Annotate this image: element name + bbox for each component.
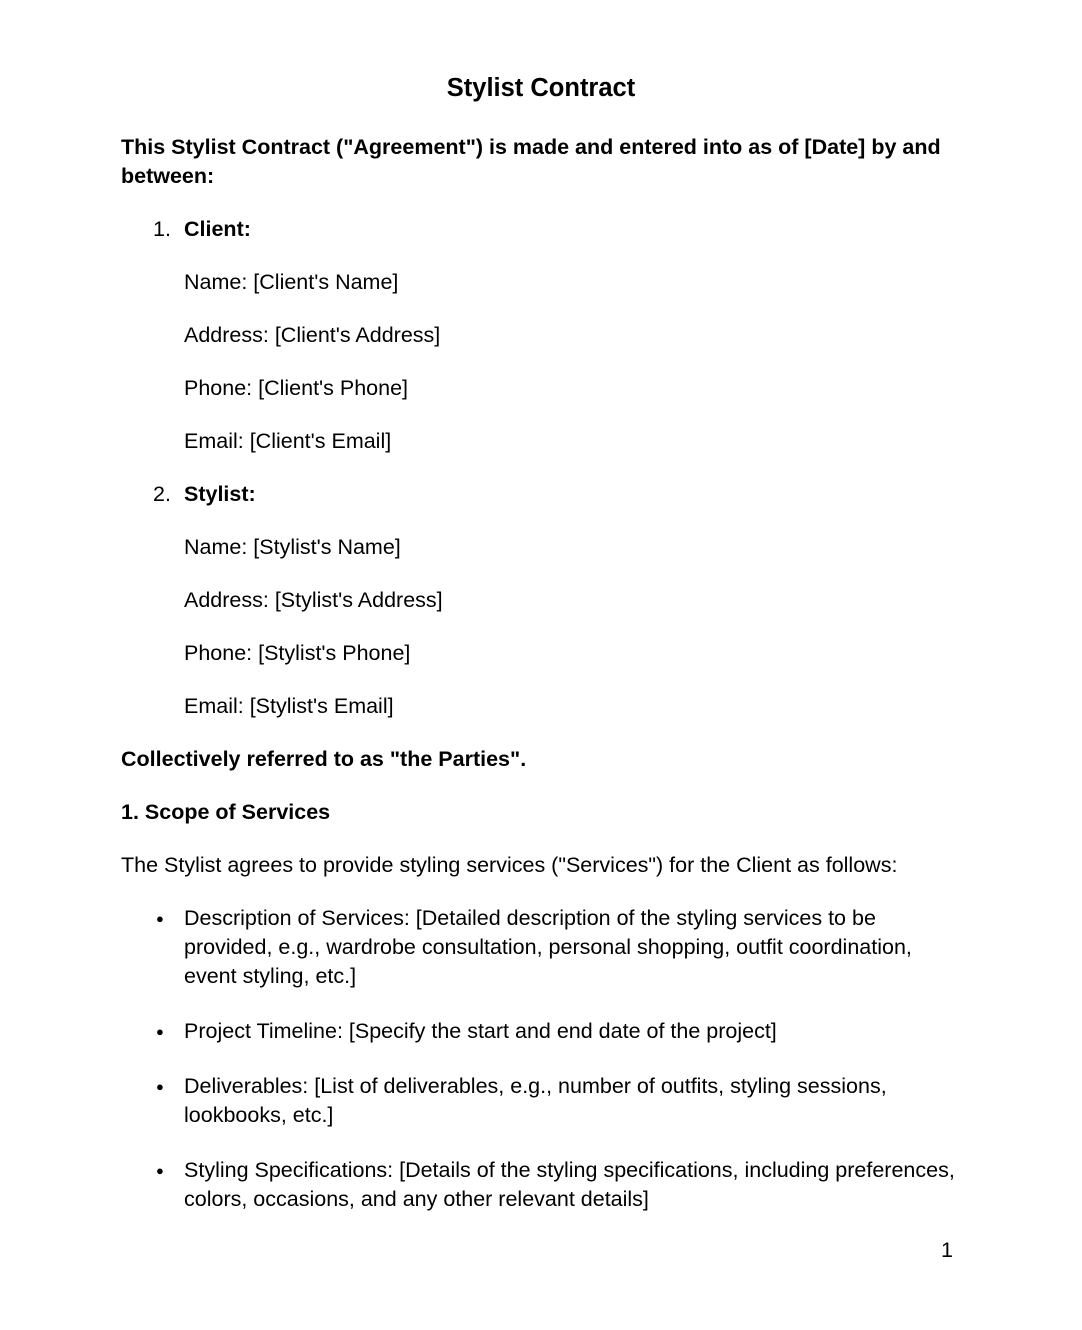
client-email-field: Email: [Client's Email] (184, 429, 392, 453)
bullet-icon: ● (156, 1163, 164, 1178)
list-item (153, 1017, 961, 1046)
scope-intro-paragraph: The Stylist agrees to provide styling services ("Services") for the Client as follows: (121, 853, 898, 877)
party-label-stylist: Stylist: (184, 482, 256, 506)
client-address-field: Address: [Client's Address] (184, 323, 441, 347)
stylist-address-field: Address: [Stylist's Address] (184, 588, 443, 612)
parties-statement: Collectively referred to as "the Parties". (121, 747, 527, 771)
list-number-1: 1. (153, 217, 171, 241)
client-phone-field: Phone: [Client's Phone] (184, 376, 409, 400)
party-item-stylist (153, 480, 961, 509)
bullet-styling-specifications: Styling Specifications: [Details of the styling specifications, including preferences, colors, occasions, and any other relevant details] (184, 1158, 955, 1211)
section-heading-scope: 1. Scope of Services (121, 800, 331, 824)
list-item (153, 1072, 961, 1130)
list-number-2: 2. (153, 482, 171, 506)
client-name-field: Name: [Client's Name] (184, 270, 399, 294)
party-item-client (153, 215, 961, 244)
list-item (153, 1156, 961, 1214)
bullet-icon: ● (156, 1024, 164, 1039)
party-label-client: Client: (184, 217, 251, 241)
scope-bullet-list (121, 904, 961, 1214)
stylist-name-field: Name: [Stylist's Name] (184, 535, 401, 559)
bullet-icon: ● (156, 1079, 164, 1094)
bullet-icon: ● (156, 911, 164, 926)
bullet-project-timeline: Project Timeline: [Specify the start and end date of the project] (184, 1019, 777, 1043)
page-number: 1 (941, 1238, 953, 1262)
stylist-email-field: Email: [Stylist's Email] (184, 694, 394, 718)
bullet-description-of-services: Description of Services: [Detailed description of the styling services to be provided, e.g., wardrobe consultation, personal shopping, outfit coordination, event styling, etc.] (184, 906, 912, 988)
bullet-deliverables: Deliverables: [List of deliverables, e.g., number of outfits, styling sessions, lookbooks, etc.] (184, 1074, 887, 1127)
stylist-phone-field: Phone: [Stylist's Phone] (184, 641, 411, 665)
intro-paragraph: This Stylist Contract ("Agreement") is made and entered into as of [Date] by and between: (121, 135, 941, 188)
document-title: Stylist Contract (446, 74, 636, 102)
list-item (153, 904, 961, 991)
